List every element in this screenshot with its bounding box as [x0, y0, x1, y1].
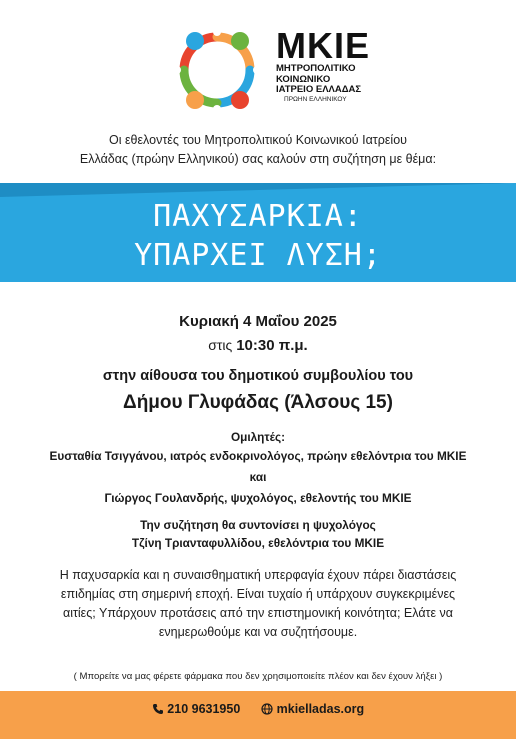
venue-line-1: στην αίθουσα του δημοτικού συμβουλίου του: [102, 368, 414, 384]
speaker-1: Ευσταθία Τσιγγάνου, ιατρός ενδοκρινολόγος, πρώην εθελόντρια του ΜΚΙΕ: [49, 449, 467, 463]
logo-line-2: ΚΟΙΝΩΝΙΚΟ: [276, 73, 331, 85]
description: [0, 566, 516, 642]
phone-icon: [152, 703, 164, 718]
time-prefix: στις: [208, 337, 233, 353]
logo-mark: [170, 24, 264, 116]
moderator-line-1: Την συζήτηση θα συντονίσει η ψυχολόγος: [140, 518, 376, 532]
intro-text: [0, 131, 516, 169]
speakers-heading: Ομιλητές:: [230, 430, 286, 444]
time-value: 10:30 π.μ.: [236, 337, 308, 354]
description-line-2: επιδημίας στη σημερινή εποχή. Είναι τυχαίο ή υπάρχουν συγκεκριμένες: [60, 587, 456, 601]
event-date: Κυριακή 4 Μαΐου 2025: [179, 313, 337, 330]
website-link[interactable]: mkielladas.org: [276, 702, 365, 716]
intro-line-1: Οι εθελοντές του Μητροπολιτικού Κοινωνικού Ιατρείου: [108, 133, 407, 147]
intro-line-2: Ελλάδας (πρώην Ελληνικού) σας καλούν στη συζήτηση με θέμα:: [79, 152, 437, 166]
logo-name: MKIE: [276, 25, 370, 66]
contact-info: [0, 702, 516, 718]
description-line-1: Η παχυσαρκία και η συναισθηματική υπερφαγία έχουν πάρει διαστάσεις: [59, 568, 457, 582]
logo-line-1: ΜΗΤΡΟΠΟΛΙΤΙΚΟ: [276, 63, 356, 74]
title-line-1: ΠΑΧΥΣΑΡΚΙΑ:: [153, 199, 363, 234]
venue-line-2: Δήμου Γλυφάδας (Άλσους 15): [123, 392, 393, 413]
medicine-note: ( Μπορείτε να μας φέρετε φάρμακα που δεν χρησιμοποιείτε πλέον και δεν έχουν λήξει ): [73, 671, 443, 682]
event-time: [0, 337, 516, 354]
speaker-2: Γιώργος Γουλανδρής, ψυχολόγος, εθελοντής του ΜΚΙΕ: [104, 491, 412, 505]
logo-line-3: ΙΑΤΡΕΙΟ ΕΛΛΑΔΑΣ: [276, 84, 362, 95]
globe-icon: [261, 703, 273, 718]
phone-number[interactable]: 210 9631950: [167, 702, 241, 716]
title-line-2: ΥΠΑΡΧΕΙ ΛΥΣΗ;: [134, 238, 382, 273]
logo-wordmark: [276, 25, 370, 104]
speakers-and: και: [249, 470, 267, 484]
description-line-4: ενημερωθούμε και να συζητήσουμε.: [158, 625, 358, 639]
moderator-line-2: Τζίνη Τριανταφυλλίδου, εθελόντρια του ΜΚΙΕ: [131, 536, 385, 550]
logo-line-4: ΠΡΩΗΝ ΕΛΛΗΝΙΚΟΥ: [284, 95, 347, 103]
description-line-3: αιτίες; Υπάρχουν προτάσεις από την επιστημονική κοινότητα; Ελάτε να: [62, 606, 454, 620]
